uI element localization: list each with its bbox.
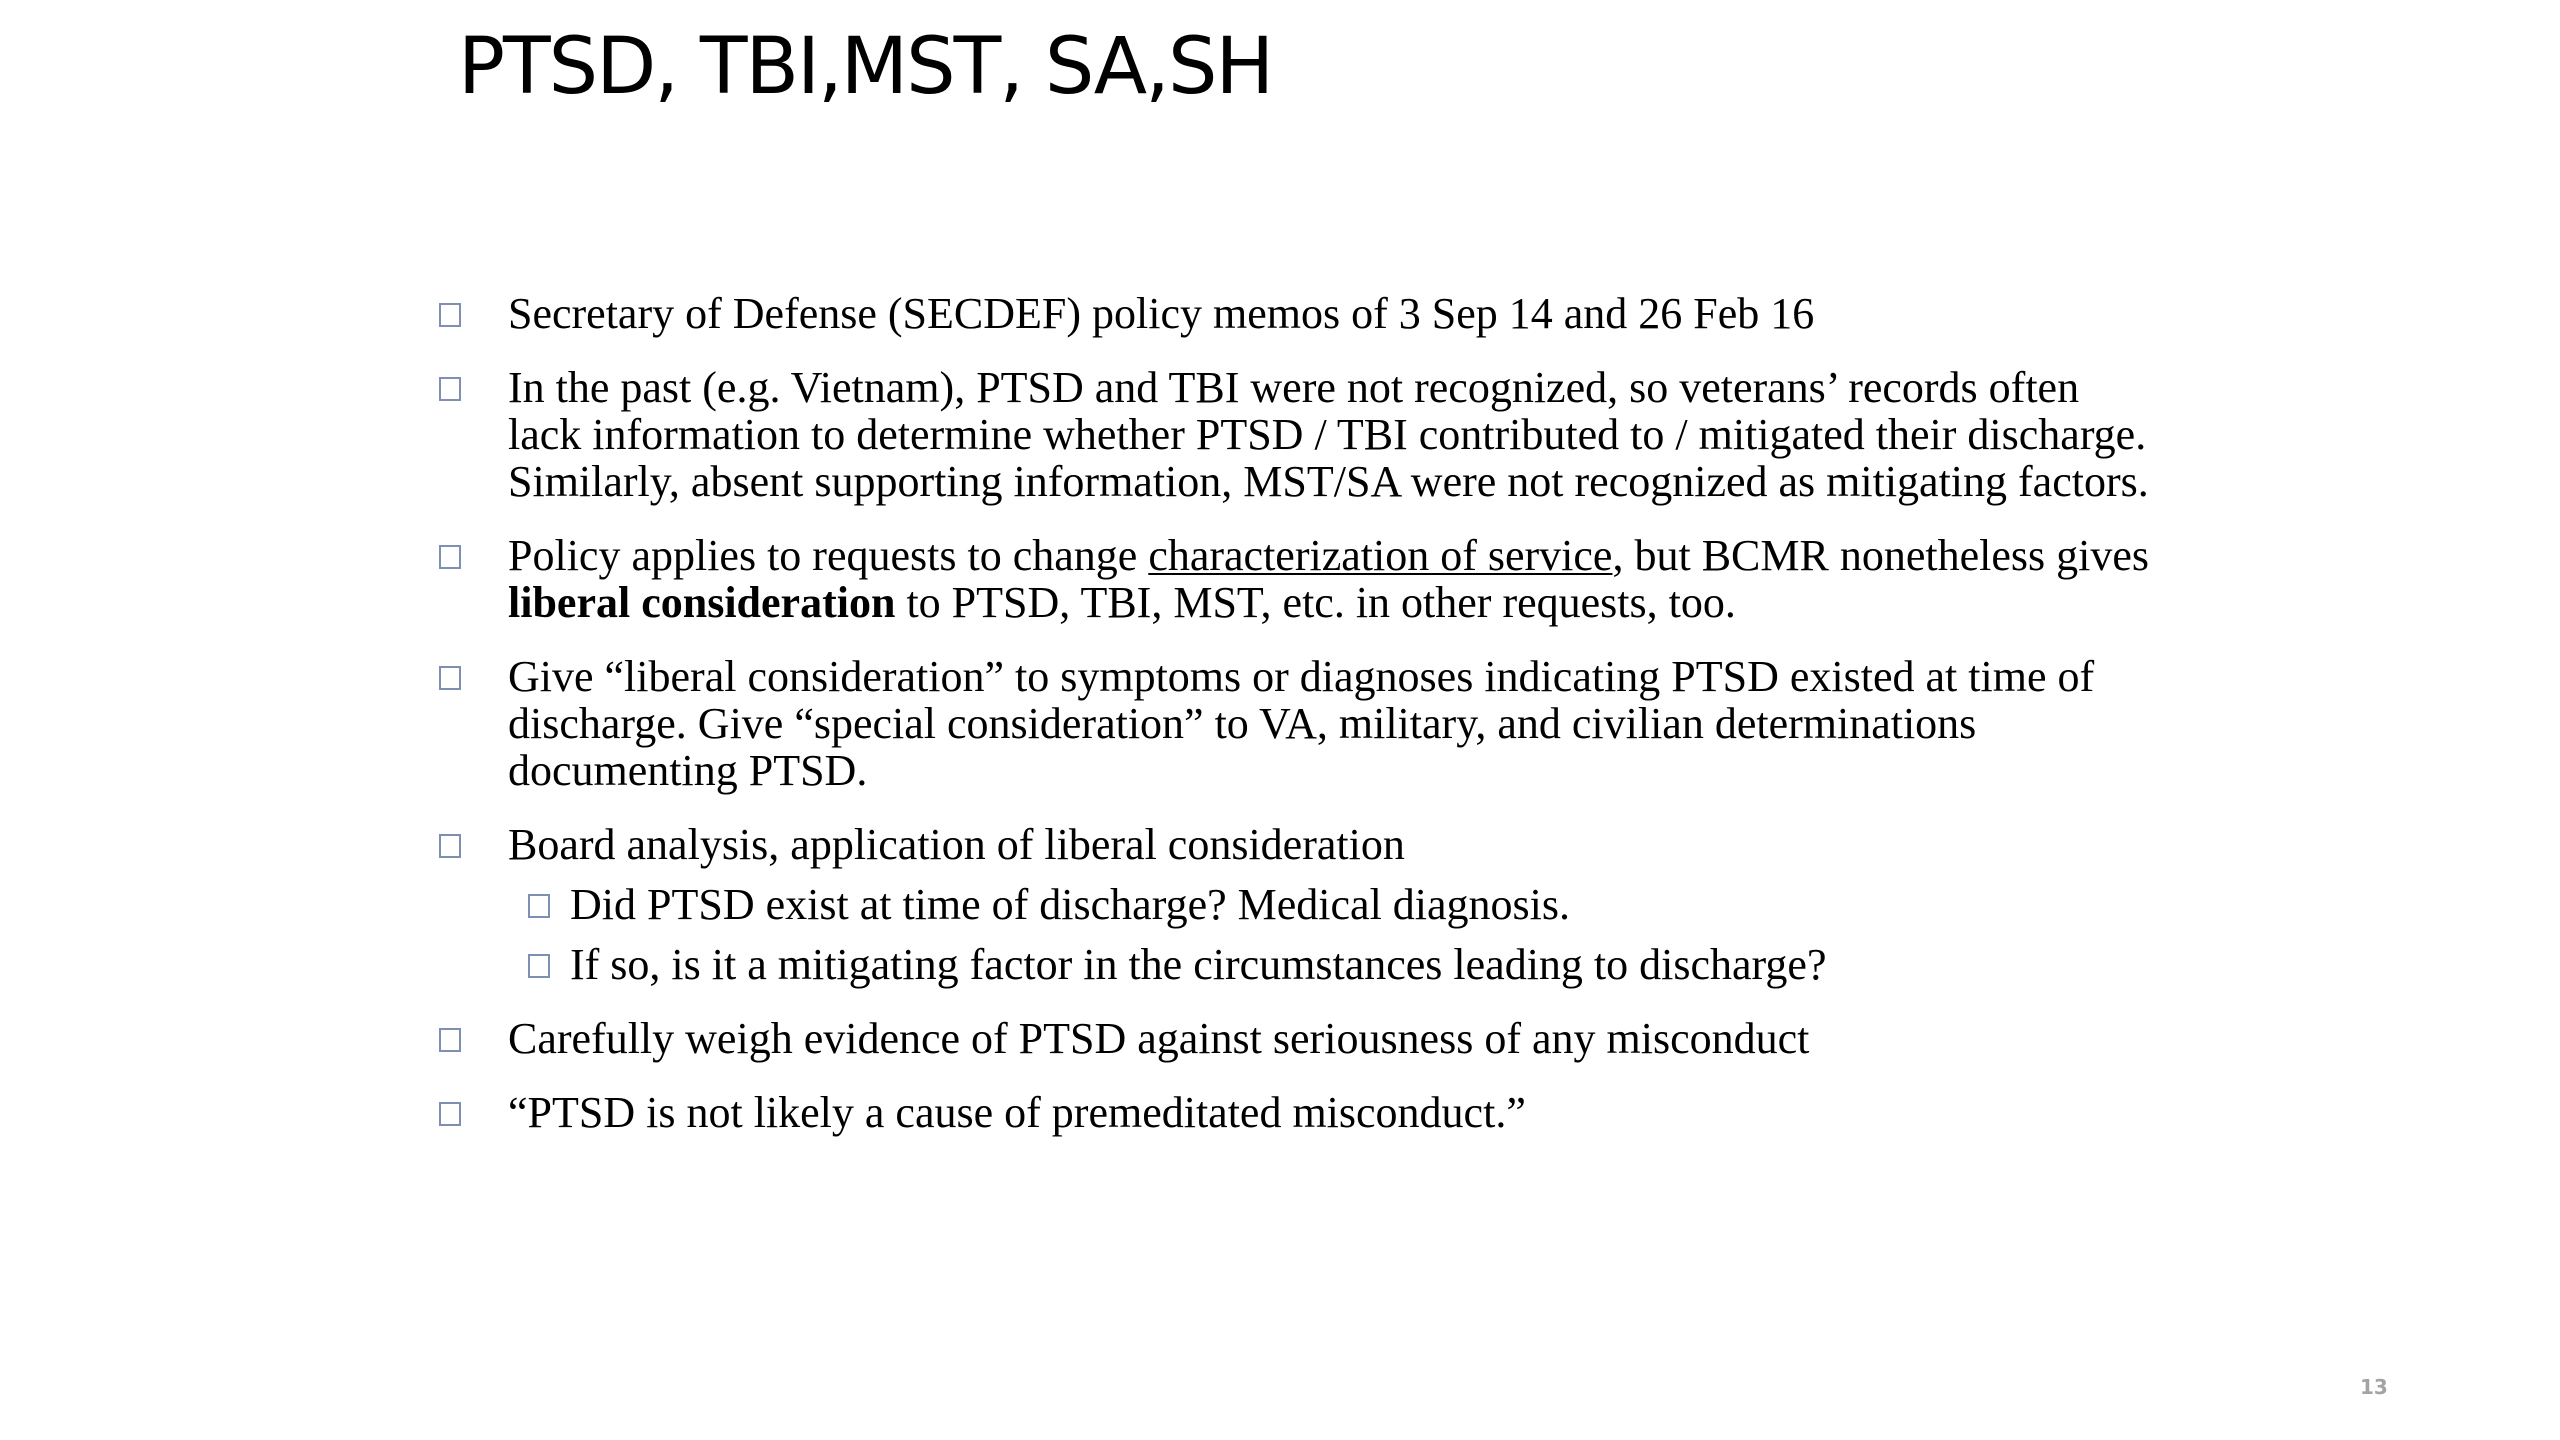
bullet-square-icon: [439, 545, 461, 569]
bullet-square-icon: [439, 834, 461, 858]
sub-bullet-square-icon: [528, 954, 550, 978]
bullet-list: [432, 290, 2152, 1163]
bold-term: liberal consideration: [508, 578, 896, 627]
sub-bullet-text: If so, is it a mitigating factor in the circumstances leading to discharge?: [570, 940, 1827, 989]
slide-title: PTSD, TBI,MST, SA,SH: [458, 22, 1273, 112]
bullet-text-part: Policy applies to requests to change: [508, 531, 1149, 580]
bullet-item-premeditated-quote: [432, 1089, 2152, 1136]
bullet-square-icon: [439, 1028, 461, 1052]
bullet-text: In the past (e.g. Vietnam), PTSD and TBI were not recognized, so veterans’ records often lack information to determine whether PTSD / TBI contributed to / mitigated their discharge. Similarly, absent supporting information, MST/SA were not recognized as mitigating factors.: [508, 363, 2149, 506]
bullet-item-secdef-memos: [432, 290, 2152, 337]
bullet-text: “PTSD is not likely a cause of premeditated misconduct.”: [508, 1088, 1526, 1137]
sub-bullet-square-icon: [528, 894, 550, 918]
bullet-item-liberal-consideration: [432, 653, 2152, 794]
bullet-text-part: to PTSD, TBI, MST, etc. in other requests, too.: [895, 578, 1736, 627]
sub-bullet-list: [508, 881, 2152, 988]
bullet-item-past-records: [432, 364, 2152, 505]
sub-bullet-item: [508, 941, 2152, 988]
bullet-square-icon: [439, 666, 461, 690]
bullet-item-board-analysis: [432, 821, 2152, 988]
bullet-text: Carefully weigh evidence of PTSD against seriousness of any misconduct: [508, 1014, 1810, 1063]
sub-bullet-item: [508, 881, 2152, 928]
page-number: 13: [2360, 1375, 2388, 1399]
underlined-term: characterization of service: [1148, 531, 1613, 580]
bullet-item-policy-applies: [432, 532, 2152, 626]
sub-bullet-text: Did PTSD exist at time of discharge? Medical diagnosis.: [570, 880, 1571, 929]
bullet-text: Board analysis, application of liberal consideration: [508, 820, 1405, 869]
bullet-text-part: , but BCMR nonetheless gives: [1612, 531, 2150, 580]
bullet-text: Give “liberal consideration” to symptoms or diagnoses indicating PTSD existed at time of discharge. Give “special consideration” to VA, military, and civilian determinations documenting PTSD.: [508, 652, 2095, 795]
bullet-item-weigh-evidence: [432, 1015, 2152, 1062]
bullet-square-icon: [439, 377, 461, 401]
bullet-square-icon: [439, 1102, 461, 1126]
bullet-text: Secretary of Defense (SECDEF) policy memos of 3 Sep 14 and 26 Feb 16: [508, 289, 1815, 338]
bullet-square-icon: [439, 303, 461, 327]
